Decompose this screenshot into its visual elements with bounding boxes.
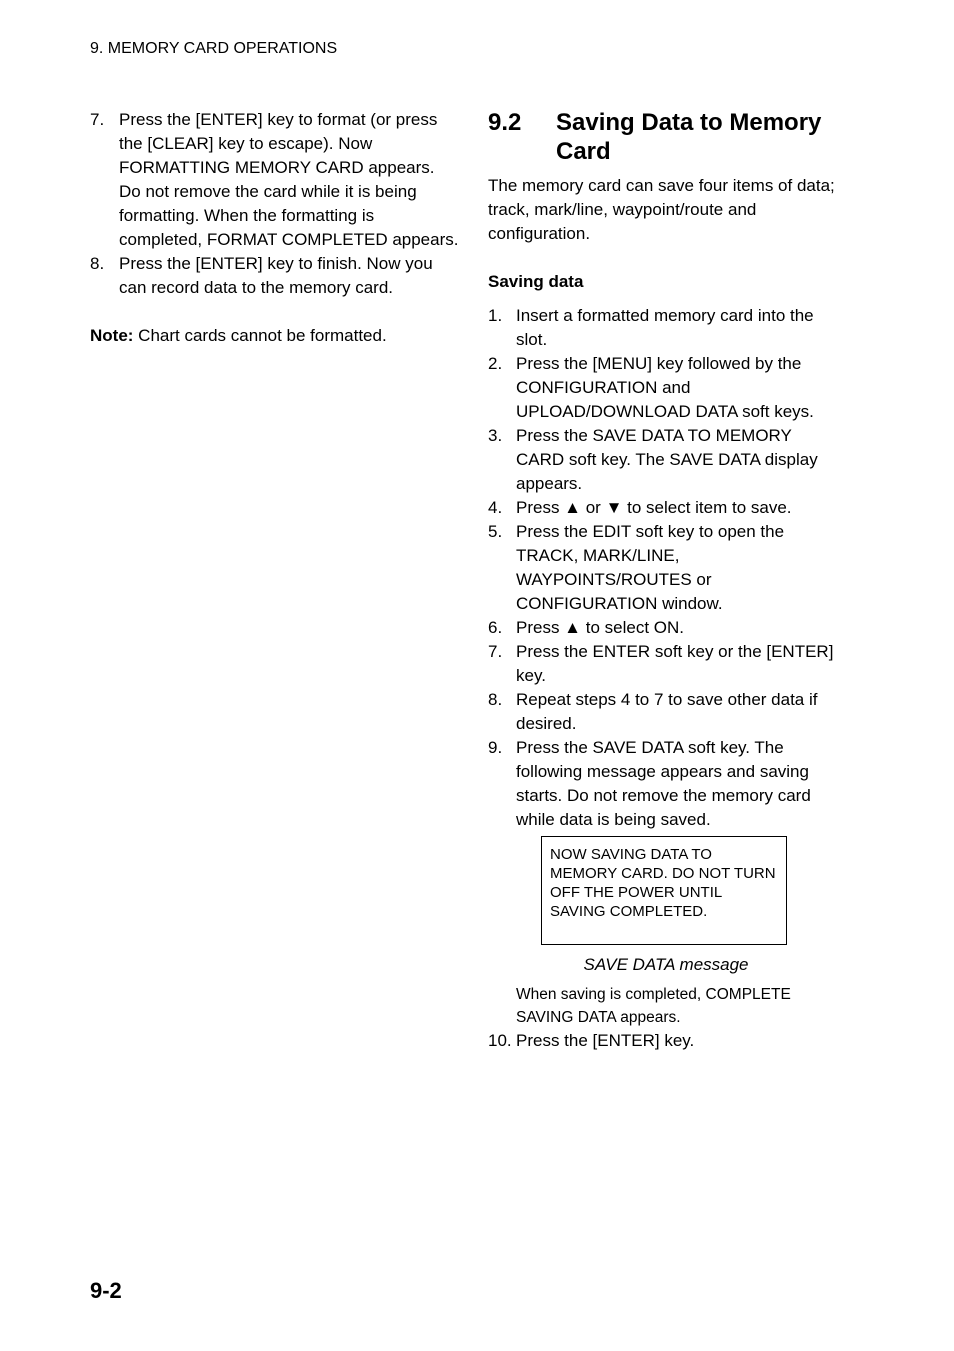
step-number: 7. <box>90 110 105 129</box>
section-intro: The memory card can save four items of data; track, mark/line, waypoint/route and configuration. <box>488 176 835 243</box>
step-text: Press the EDIT soft key to open the TRACK, MARK/LINE, WAYPOINTS/ROUTES or CONFIGURATION window. <box>516 522 785 613</box>
final-step-list <box>488 1029 838 1053</box>
list-item <box>90 108 460 252</box>
saving-steps-list <box>488 304 838 832</box>
list-item <box>488 616 838 640</box>
page-number: 9-2 <box>90 1278 122 1303</box>
subheading: Saving data <box>488 272 584 291</box>
list-item <box>488 640 838 688</box>
list-item <box>90 252 460 300</box>
format-steps-list <box>90 108 460 300</box>
list-item <box>488 424 838 496</box>
list-item <box>488 496 838 520</box>
section-heading <box>488 108 838 166</box>
step-number: 6. <box>488 618 503 637</box>
step-number: 8. <box>90 254 105 273</box>
note-text: Chart cards cannot be formatted. <box>133 326 387 345</box>
step-number: 1. <box>488 306 503 325</box>
save-data-message-box: NOW SAVING DATA TO MEMORY CARD. DO NOT TURN OFF THE POWER UNTIL SAVING COMPLETED. <box>541 836 787 945</box>
section-title: Saving Data to Memory Card <box>556 109 822 165</box>
step-text: Press the SAVE DATA soft key. The following message appears and saving starts. Do not remove the memory card while data is being saved. <box>516 738 811 829</box>
caption-text: SAVE DATA message <box>583 955 749 974</box>
step-text: Press the [ENTER] key. <box>516 1031 695 1050</box>
step-text: Press the [MENU] key followed by the CONFIGURATION and UPLOAD/DOWNLOAD DATA soft keys. <box>516 354 814 421</box>
step-text: Press the SAVE DATA TO MEMORY CARD soft key. The SAVE DATA display appears. <box>516 426 818 493</box>
step-text: Press the ENTER soft key or the [ENTER] key. <box>516 642 834 685</box>
list-item <box>488 520 838 616</box>
step-text: Press the [ENTER] key to finish. Now you can record data to the memory card. <box>119 254 433 297</box>
step-number: 10. <box>488 1031 512 1050</box>
figure-caption <box>488 953 838 977</box>
list-item <box>488 1029 838 1053</box>
step-text: Press ▲ or ▼ to select item to save. <box>516 498 792 517</box>
step-number: 4. <box>488 498 503 517</box>
step-number: 2. <box>488 354 503 373</box>
note <box>90 324 460 348</box>
step-number: 3. <box>488 426 503 445</box>
step-text: Press ▲ to select ON. <box>516 618 684 637</box>
step-text: Repeat steps 4 to 7 to save other data if desired. <box>516 690 818 733</box>
completion-note: When saving is completed, COMPLETE SAVING DATA appears. <box>516 986 791 1026</box>
list-item <box>488 304 838 352</box>
step-text: Press the [ENTER] key to format (or press the [CLEAR] key to escape). Now FORMATTING MEMORY CARD appears. Do not remove the card while it is being formatting. When the formatting is completed, FORMAT COMPLETED appears. <box>119 110 459 249</box>
step-text: Insert a formatted memory card into the slot. <box>516 306 814 349</box>
running-header: 9. MEMORY CARD OPERATIONS <box>90 40 338 57</box>
list-item <box>488 352 838 424</box>
step-number: 5. <box>488 522 503 541</box>
section-number: 9.2 <box>488 109 522 136</box>
step-number: 7. <box>488 642 503 661</box>
right-column <box>488 108 838 1053</box>
list-item <box>488 688 838 736</box>
list-item <box>488 736 838 832</box>
note-label: Note: <box>90 326 134 345</box>
step-number: 8. <box>488 690 503 709</box>
left-column <box>90 108 460 348</box>
step-number: 9. <box>488 738 503 757</box>
